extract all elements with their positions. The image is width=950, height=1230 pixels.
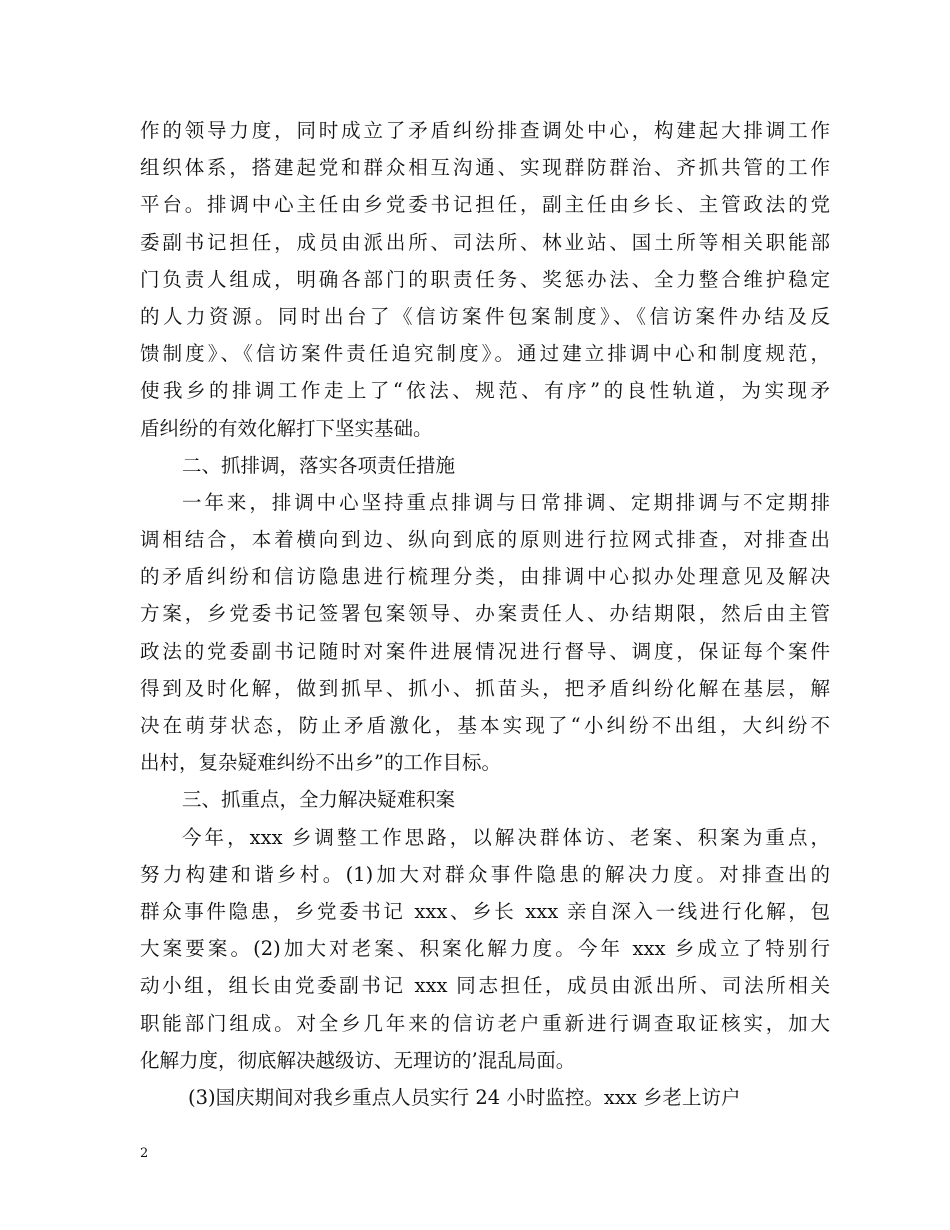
body-text	[140, 112, 830, 1116]
text-line: 馈制度》、《信访案件责任追究制度》。通过建立排调中心和制度规范，	[140, 342, 830, 366]
text-line: 决在萌芽状态，防止矛盾激化，基本实现了“小纠纷不出组，大纠纷不	[140, 714, 830, 737]
text-line: 努力构建和谐乡村。(1)加大对群众事件隐患的解决力度。对排查出的	[140, 862, 830, 886]
text-line: 调相结合，本着横向到边、纵向到底的原则进行拉网式排查，对排查出	[140, 528, 830, 552]
text-line: 政法的党委副书记随时对案件进展情况进行督导、调度，保证每个案件	[140, 639, 830, 663]
text-line: 今年，xxx 乡调整工作思路，以解决群体访、老案、积案为重点，	[182, 825, 830, 849]
text-line: 出村，复杂疑难纠纷不出乡”的工作目标。	[140, 751, 501, 775]
text-line: 平台。排调中心主任由乡党委书记担任，副主任由乡长、主管政法的党	[140, 193, 830, 217]
text-line: 作的领导力度，同时成立了矛盾纠纷排查调处中心，构建起大排调工作	[140, 119, 830, 142]
text-line: 使我乡的排调工作走上了“依法、规范、有序”的良性轨道，为实现矛	[140, 379, 830, 403]
text-line: 门负责人组成，明确各部门的职责任务、奖惩办法、全力整合维护稳定	[140, 267, 830, 291]
text-line: 动小组，组长由党委副书记 xxx 同志担任，成员由派出所、司法所相关	[140, 974, 830, 998]
section-heading: 二、抓排调，落实各项责任措施	[182, 453, 456, 477]
text-line: 委副书记担任，成员由派出所、司法所、林业站、国土所等相关职能部	[140, 230, 830, 254]
text-line: (3)国庆期间对我乡重点人员实行 24 小时监控。xxx 乡老上访户	[188, 1085, 741, 1109]
text-line: 职能部门组成。对全乡几年来的信访老户重新进行调查取证核实，加大	[140, 1011, 830, 1035]
text-line: 一年来，排调中心坚持重点排调与日常排调、定期排调与不定期排	[182, 490, 830, 514]
text-line: 化解力度，彻底解决越级访、无理访的’混乱局面。	[140, 1048, 576, 1072]
text-line: 的矛盾纠纷和信访隐患进行梳理分类，由排调中心拟办处理意见及解决	[140, 565, 830, 589]
text-line: 得到及时化解，做到抓早、抓小、抓苗头，把矛盾纠纷化解在基层，解	[140, 676, 830, 700]
text-line: 方案，乡党委书记签署包案领导、办案责任人、办结期限，然后由主管	[140, 602, 830, 626]
text-line: 大案要案。(2)加大对老案、积案化解力度。今年 xxx 乡成立了特别行	[140, 937, 830, 961]
page-number: 2	[140, 1146, 149, 1161]
section-heading: 三、抓重点，全力解决疑难积案	[182, 788, 456, 812]
text-line: 群众事件隐患，乡党委书记 xxx、乡长 xxx 亲自深入一线进行化解，包	[140, 899, 830, 923]
text-line: 盾纠纷的有效化解打下坚实基础。	[140, 416, 433, 440]
text-line: 组织体系，搭建起党和群众相互沟通、实现群防群治、齐抓共管的工作	[140, 156, 830, 180]
text-line: 的人力资源。同时出台了《信访案件包案制度》、《信访案件办结及反	[140, 304, 830, 328]
